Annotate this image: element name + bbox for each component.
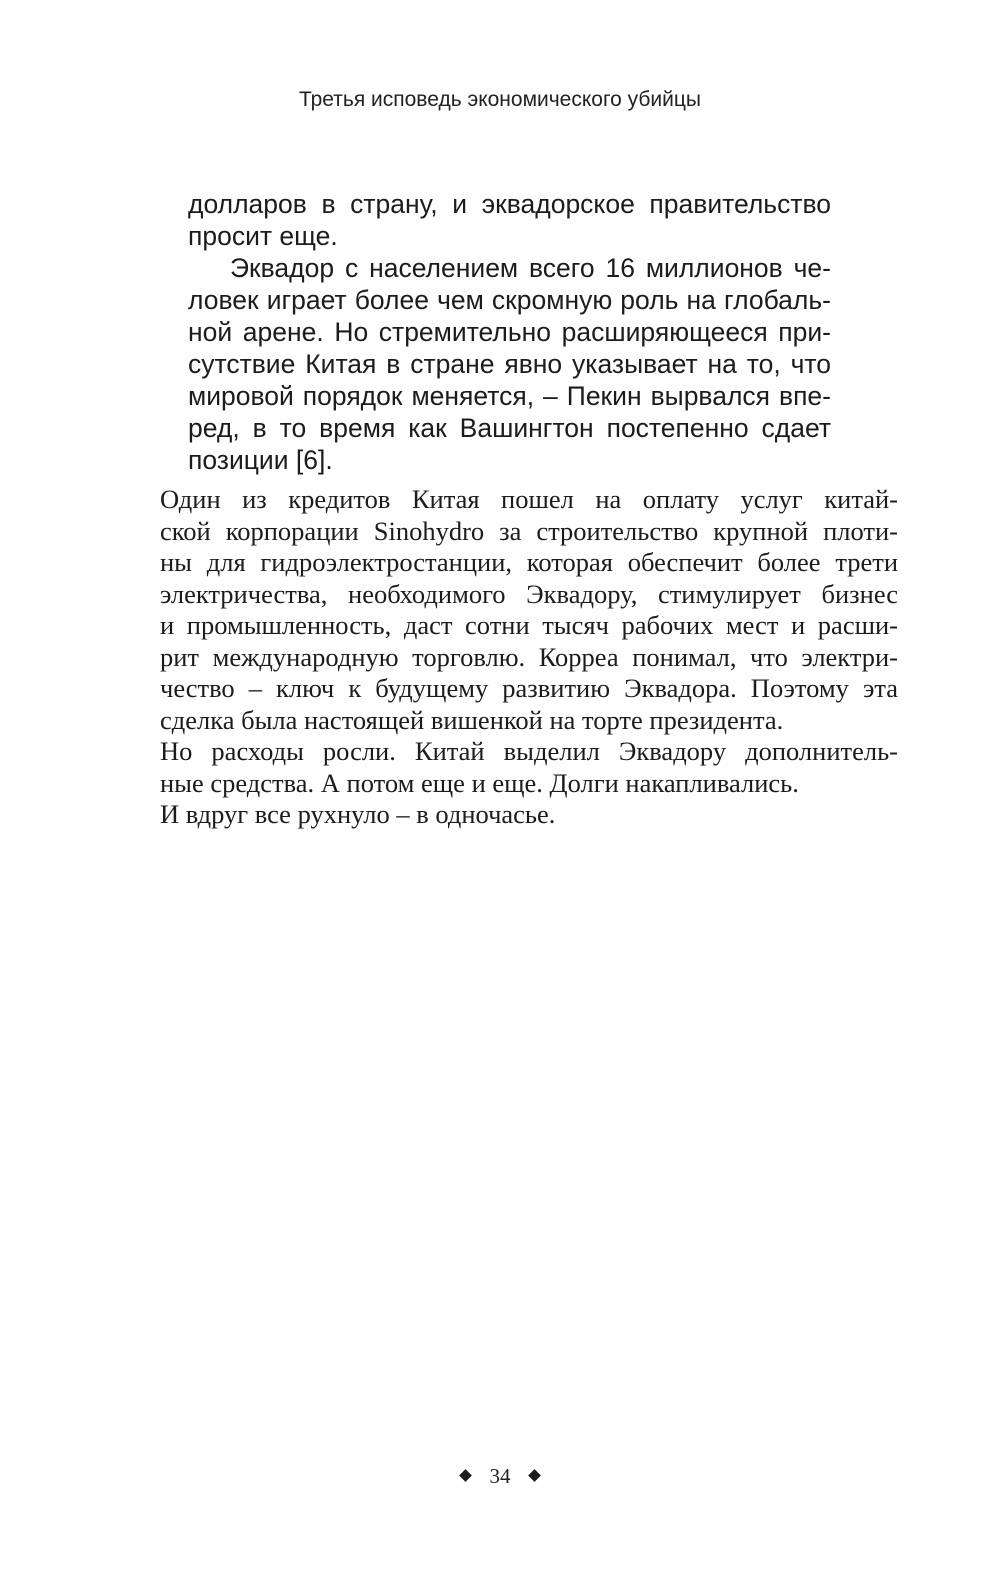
running-head: Третья исповедь экономического убийцы — [298, 88, 702, 111]
body-line: И вдруг все рухнуло – в одночасье. — [160, 799, 556, 829]
body-line: электричества, необходимого Эквадору, стимулирует бизнес — [160, 578, 898, 609]
page-footer — [0, 1464, 1000, 1489]
quote-line: ловек играет более чем скромную роль на глобаль- — [188, 285, 831, 315]
quote-line: ред, в то время как Вашингтон постепенно сдает — [188, 413, 831, 443]
body-paragraph-3 — [160, 799, 898, 831]
page-number: 34 — [489, 1464, 511, 1488]
body-line: рит международную торговлю. Корреа понимал, что электри- — [160, 641, 898, 672]
quote-line: сутствие Китая в стране явно указывает на то, что — [188, 349, 831, 379]
body-line: и промышленность, даст сотни тысяч рабочих мест и расши- — [160, 610, 898, 640]
main-text — [160, 484, 898, 831]
quote-line: Эквадор с населением всего 16 миллионов че- — [230, 253, 831, 283]
diamond-icon — [528, 1469, 541, 1482]
body-line: Но расходы росли. Китай выделил Эквадору дополнитель- — [160, 736, 898, 766]
body-line: ской корпорации Sinohydro за строительство крупной плоти- — [160, 515, 898, 546]
quote-line: позиции [6]. — [188, 445, 333, 475]
quote-line: мировой порядок меняется, – Пекин вырвался впе- — [188, 381, 831, 411]
body-paragraph-2 — [160, 736, 898, 799]
body-line: ные средства. А потом еще и еще. Долги накапливались. — [160, 767, 799, 798]
block-quote — [188, 188, 831, 476]
body-line: сделка была настоящей вишенкой на торте президента. — [160, 704, 784, 735]
quote-paragraph-2 — [188, 252, 831, 476]
quote-line: просит еще. — [188, 221, 338, 251]
quote-line: ной арене. Но стремительно расширяющееся при- — [188, 317, 831, 347]
body-paragraph-1 — [160, 484, 898, 736]
body-line: Один из кредитов Китая пошел на оплату услуг китай- — [160, 484, 898, 514]
quote-line: долларов в страну, и эквадорское правительство — [188, 189, 831, 219]
diamond-icon — [459, 1469, 472, 1482]
body-line: чество – ключ к будущему развитию Эквадора. Поэтому эта — [160, 673, 898, 703]
quote-paragraph-1 — [188, 188, 831, 252]
body-line: ны для гидроэлектростанции, которая обеспечит более трети — [160, 547, 898, 577]
